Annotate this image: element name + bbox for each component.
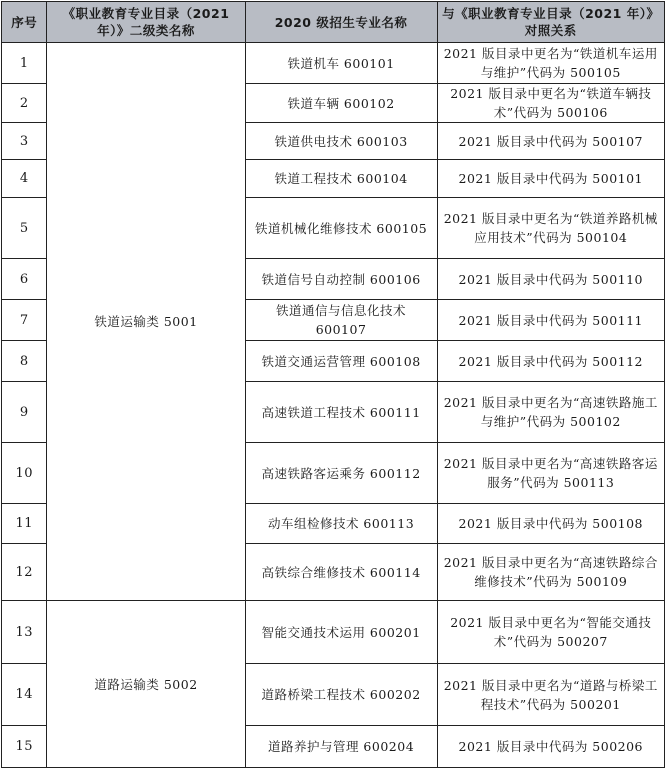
- row-major: 高速铁路客运乘务 600112: [245, 443, 437, 504]
- row-serial: 13: [2, 601, 47, 664]
- row-relation: 2021 版目录中代码为 500206: [437, 726, 664, 768]
- row-major: 铁道机车 600101: [245, 43, 437, 84]
- header-serial: 序号: [2, 2, 47, 43]
- group-railway: 铁道运输类 5001: [47, 43, 245, 601]
- row-relation: 2021 版目录中更名为“道路与桥梁工程技术”代码为 500201: [437, 664, 664, 726]
- row-relation: 2021 版目录中更名为“铁道养路机械应用技术”代码为 500104: [437, 198, 664, 259]
- row-relation: 2021 版目录中代码为 500107: [437, 123, 664, 160]
- row-serial: 11: [2, 504, 47, 544]
- row-major: 铁道通信与信息化技术 600107: [245, 300, 437, 341]
- row-serial: 9: [2, 382, 47, 443]
- row-relation: 2021 版目录中代码为 500111: [437, 300, 664, 341]
- major-mapping-table: [1, 1, 665, 768]
- header-row: [2, 2, 665, 43]
- row-major: 动车组检修技术 600113: [245, 504, 437, 544]
- row-serial: 14: [2, 664, 47, 726]
- row-major: 铁道车辆 600102: [245, 84, 437, 123]
- row-serial: 2: [2, 84, 47, 123]
- row-major: 高速铁道工程技术 600111: [245, 382, 437, 443]
- table-row: [2, 601, 665, 664]
- row-relation: 2021 版目录中代码为 500108: [437, 504, 664, 544]
- row-major: 智能交通技术运用 600201: [245, 601, 437, 664]
- row-serial: 8: [2, 341, 47, 382]
- row-major: 铁道机械化维修技术 600105: [245, 198, 437, 259]
- row-serial: 15: [2, 726, 47, 768]
- group-road: 道路运输类 5002: [47, 601, 245, 768]
- row-serial: 7: [2, 300, 47, 341]
- table-row: [2, 43, 665, 84]
- row-serial: 3: [2, 123, 47, 160]
- row-relation: 2021 版目录中更名为“智能交通技术”代码为 500207: [437, 601, 664, 664]
- row-relation: 2021 版目录中代码为 500112: [437, 341, 664, 382]
- row-serial: 1: [2, 43, 47, 84]
- header-category: 《职业教育专业目录（2021 年）》二级类名称: [47, 2, 245, 43]
- row-serial: 5: [2, 198, 47, 259]
- row-serial: 6: [2, 259, 47, 300]
- row-major: 高铁综合维修技术 600114: [245, 544, 437, 601]
- row-relation: 2021 版目录中更名为“铁道机车运用与维护”代码为 500105: [437, 43, 664, 84]
- row-relation: 2021 版目录中代码为 500110: [437, 259, 664, 300]
- row-serial: 12: [2, 544, 47, 601]
- row-relation: 2021 版目录中更名为“高速铁路客运服务”代码为 500113: [437, 443, 664, 504]
- row-major: 铁道供电技术 600103: [245, 123, 437, 160]
- header-relation: 与《职业教育专业目录（2021 年）》对照关系: [437, 2, 664, 43]
- row-major: 铁道信号自动控制 600106: [245, 259, 437, 300]
- row-relation: 2021 版目录中代码为 500101: [437, 160, 664, 198]
- header-major: 2020 级招生专业名称: [245, 2, 437, 43]
- row-serial: 10: [2, 443, 47, 504]
- row-major: 铁道工程技术 600104: [245, 160, 437, 198]
- row-major: 道路养护与管理 600204: [245, 726, 437, 768]
- row-serial: 4: [2, 160, 47, 198]
- row-relation: 2021 版目录中更名为“高速铁路施工与维护”代码为 500102: [437, 382, 664, 443]
- row-major: 道路桥梁工程技术 600202: [245, 664, 437, 726]
- row-relation: 2021 版目录中更名为“铁道车辆技术”代码为 500106: [437, 84, 664, 123]
- row-relation: 2021 版目录中更名为“高速铁路综合维修技术”代码为 500109: [437, 544, 664, 601]
- row-major: 铁道交通运营管理 600108: [245, 341, 437, 382]
